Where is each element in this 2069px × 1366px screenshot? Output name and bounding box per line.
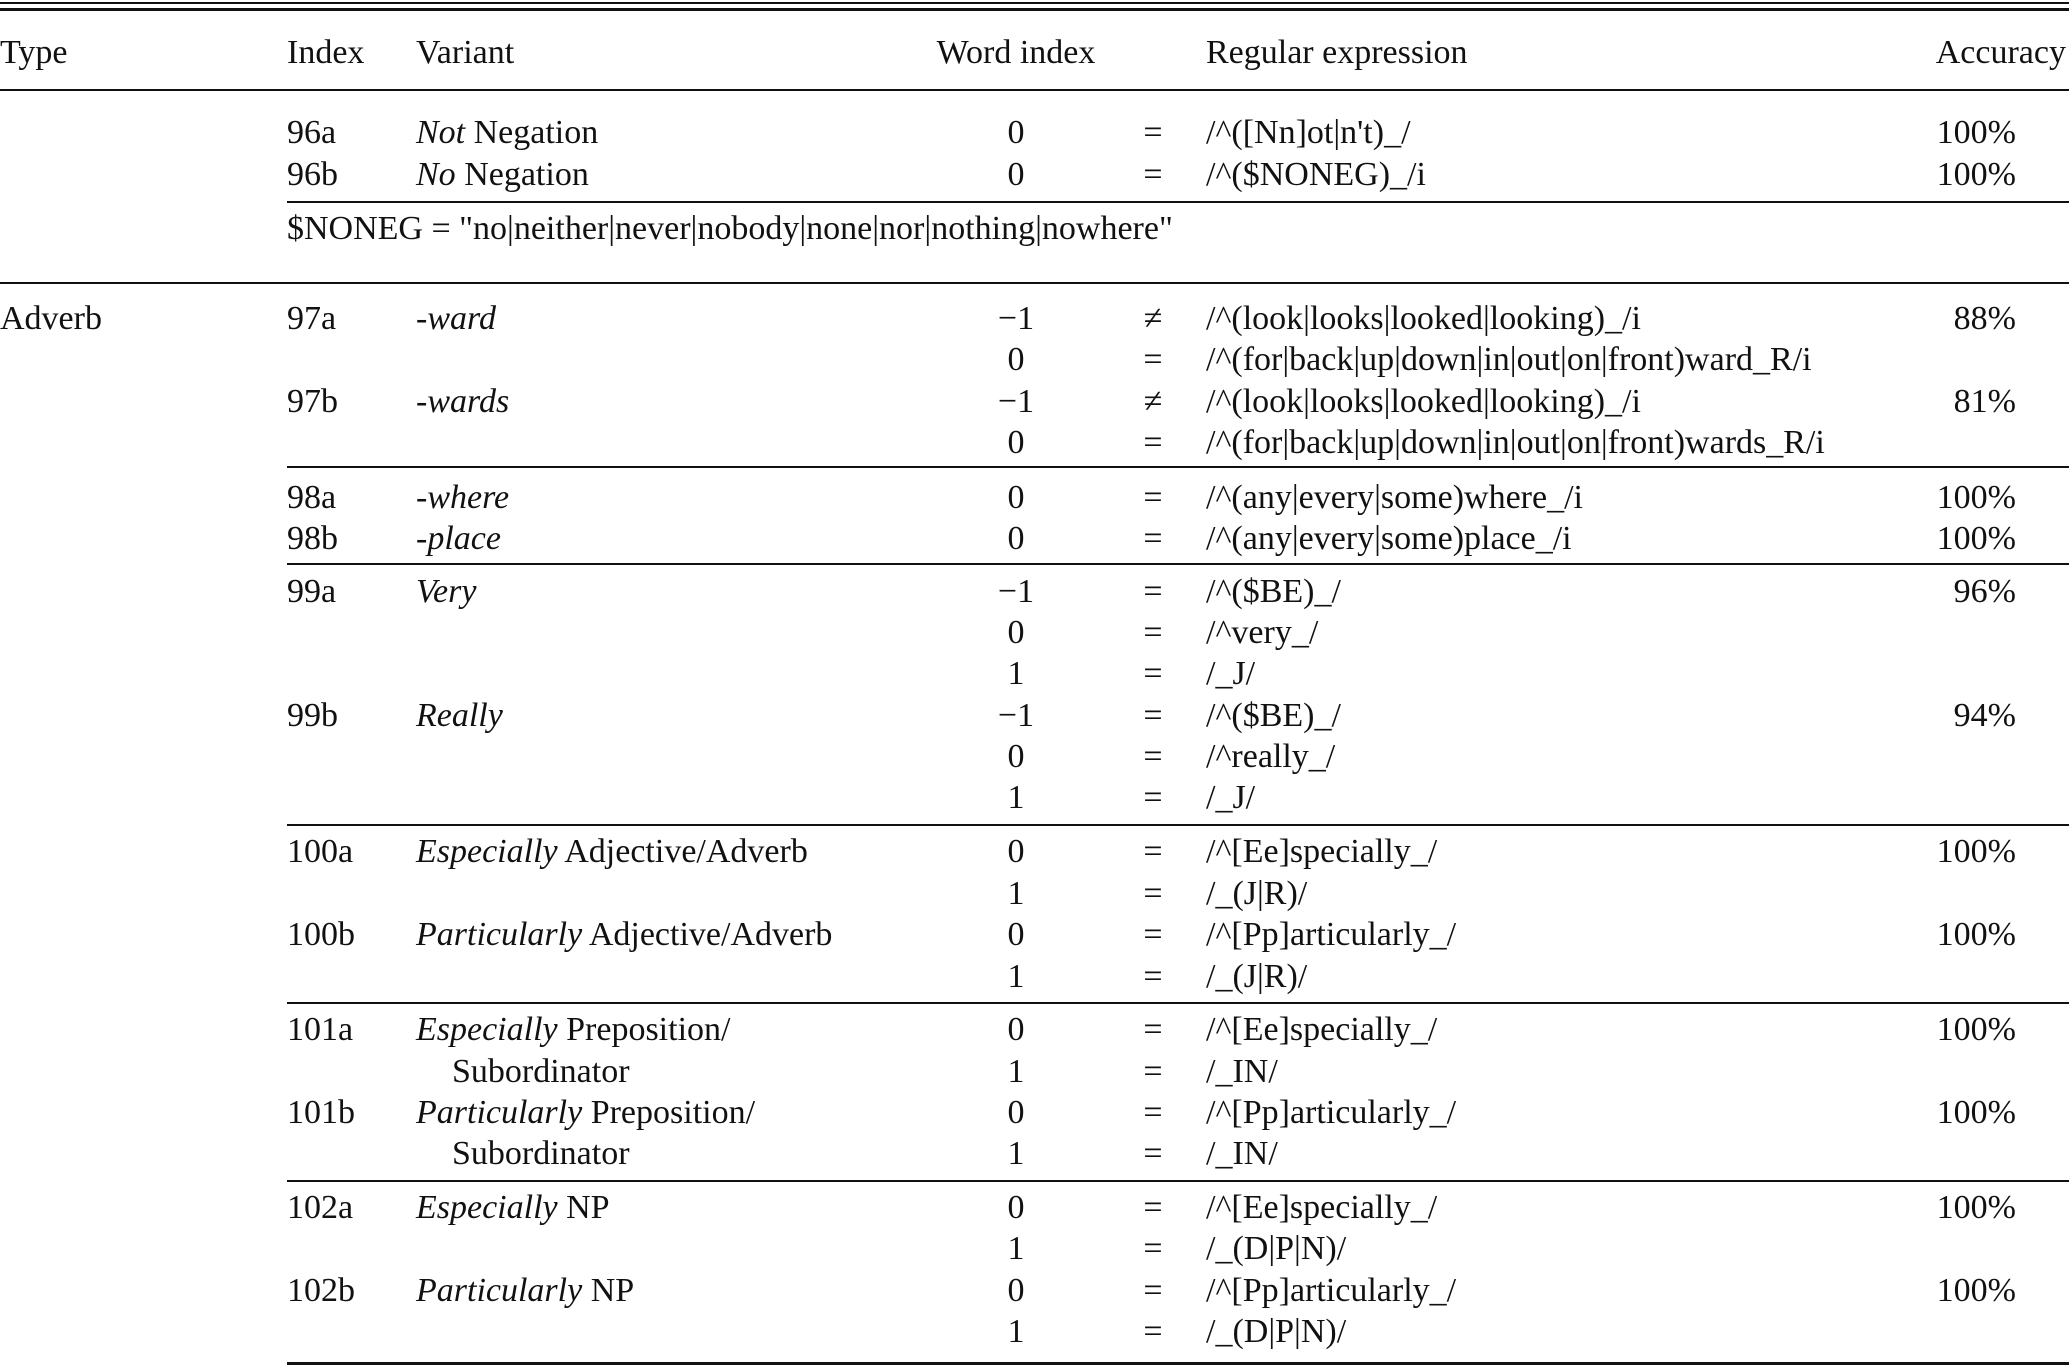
variant-italic: Especially bbox=[416, 1189, 558, 1226]
row-regex: /^(any|every|some)where_/i bbox=[1206, 479, 1583, 516]
row-index: 98a bbox=[287, 479, 337, 516]
variant-text: Subordinator bbox=[452, 1053, 630, 1090]
row-operator: = bbox=[1143, 573, 1163, 610]
row-regex: /^($BE)_/ bbox=[1206, 697, 1341, 734]
row-index: 102a bbox=[287, 1189, 354, 1226]
variant-cell bbox=[416, 155, 589, 195]
variant-italic: -ward bbox=[416, 300, 496, 337]
row-regex: /^very_/ bbox=[1206, 614, 1319, 651]
row-regex: /^[Ee]specially_/ bbox=[1206, 833, 1438, 870]
row-index: 101a bbox=[287, 1011, 354, 1048]
row-word-index: −1 bbox=[997, 697, 1035, 734]
row-accuracy: 100% bbox=[1936, 1094, 2016, 1131]
row-regex: /^(for|back|up|down|in|out|on|front)ward_R/i bbox=[1206, 341, 1812, 378]
row-regex: /^(any|every|some)place_/i bbox=[1206, 520, 1572, 557]
row-regex: /^[Pp]articularly_/ bbox=[1206, 1272, 1457, 1309]
header-word-index: Word index bbox=[936, 34, 1096, 71]
variant-italic: Not bbox=[416, 114, 466, 151]
row-operator: = bbox=[1143, 520, 1163, 557]
variant-text: Adjective/Adverb bbox=[582, 916, 833, 953]
group-type: Adverb bbox=[0, 300, 102, 337]
variant-italic: Especially bbox=[416, 833, 558, 870]
variant-cell bbox=[416, 478, 509, 518]
row-word-index: −1 bbox=[997, 573, 1035, 610]
row-word-index: 0 bbox=[1007, 1189, 1025, 1226]
row-word-index: 0 bbox=[1007, 916, 1025, 953]
row-regex: /_(J|R)/ bbox=[1206, 958, 1308, 995]
row-index: 100b bbox=[287, 916, 355, 953]
variant-text: NP bbox=[582, 1272, 635, 1309]
row-operator: = bbox=[1143, 156, 1163, 193]
row-word-index: 0 bbox=[1007, 156, 1025, 193]
header-accuracy: Accuracy bbox=[1935, 34, 2066, 71]
row-word-index: 1 bbox=[1007, 958, 1025, 995]
row-operator: = bbox=[1143, 875, 1163, 912]
variant-text: Preposition/ bbox=[557, 1011, 731, 1048]
row-operator: = bbox=[1143, 833, 1163, 870]
header-type: Type bbox=[0, 34, 68, 71]
row-index: 99b bbox=[287, 697, 338, 734]
row-operator: = bbox=[1143, 479, 1163, 516]
variant-cell bbox=[416, 1271, 634, 1311]
variant-text: Subordinator bbox=[452, 1135, 630, 1172]
variant-cell bbox=[416, 832, 808, 872]
variant-italic: -wards bbox=[416, 383, 510, 420]
variant-italic: -where bbox=[416, 479, 510, 516]
row-operator: = bbox=[1143, 1272, 1163, 1309]
row-rule bbox=[287, 824, 2069, 826]
row-regex: /^(look|looks|looked|looking)_/i bbox=[1206, 383, 1641, 420]
row-index: 98b bbox=[287, 520, 338, 557]
row-regex: /^[Ee]specially_/ bbox=[1206, 1011, 1438, 1048]
row-accuracy: 100% bbox=[1936, 1011, 2016, 1048]
row-operator: = bbox=[1143, 614, 1163, 651]
row-regex: /_(D|P|N)/ bbox=[1206, 1230, 1347, 1267]
row-operator: = bbox=[1143, 958, 1163, 995]
row-accuracy: 94% bbox=[1953, 697, 2016, 734]
row-word-index: 1 bbox=[1007, 655, 1025, 692]
variant-cell bbox=[416, 1093, 755, 1133]
row-operator: = bbox=[1143, 1313, 1163, 1350]
row-accuracy: 81% bbox=[1953, 383, 2016, 420]
variant-cell bbox=[416, 572, 476, 612]
row-accuracy: 100% bbox=[1936, 916, 2016, 953]
row-word-index: 0 bbox=[1007, 479, 1025, 516]
row-word-index: 1 bbox=[1007, 1135, 1025, 1172]
variant-cell bbox=[416, 519, 501, 559]
row-operator: = bbox=[1143, 779, 1163, 816]
row-regex: /^[Pp]articularly_/ bbox=[1206, 916, 1457, 953]
variant-text: NP bbox=[557, 1189, 610, 1226]
row-regex: /^[Ee]specially_/ bbox=[1206, 1189, 1438, 1226]
row-rule bbox=[0, 282, 2069, 284]
row-operator: = bbox=[1143, 1011, 1163, 1048]
row-index: 100a bbox=[287, 833, 354, 870]
row-word-index: 0 bbox=[1007, 614, 1025, 651]
variant-italic: Really bbox=[416, 697, 503, 734]
top-rule-thin bbox=[0, 2, 2069, 4]
row-accuracy: 100% bbox=[1936, 1272, 2016, 1309]
row-index: 101b bbox=[287, 1094, 355, 1131]
top-rule-thick bbox=[0, 8, 2069, 11]
header-regex: Regular expression bbox=[1206, 34, 1468, 71]
row-operator: ≠ bbox=[1143, 300, 1163, 337]
row-regex: /^[Pp]articularly_/ bbox=[1206, 1094, 1457, 1131]
row-word-index: 0 bbox=[1007, 738, 1025, 775]
row-regex: /_J/ bbox=[1206, 655, 1256, 692]
row-word-index: −1 bbox=[997, 300, 1035, 337]
row-regex: /_(D|P|N)/ bbox=[1206, 1313, 1347, 1350]
variant-text: Negation bbox=[465, 114, 599, 151]
row-operator: = bbox=[1143, 1094, 1163, 1131]
variant-cell bbox=[452, 1134, 630, 1174]
row-rule bbox=[287, 1180, 2069, 1182]
row-index: 96b bbox=[287, 156, 338, 193]
row-word-index: 1 bbox=[1007, 875, 1025, 912]
row-regex: /^([Nn]ot|n't)_/ bbox=[1206, 114, 1411, 151]
row-word-index: 0 bbox=[1007, 1094, 1025, 1131]
row-operator: = bbox=[1143, 114, 1163, 151]
row-operator: = bbox=[1143, 1053, 1163, 1090]
row-rule bbox=[287, 466, 2069, 468]
header-rule bbox=[0, 89, 2069, 91]
row-regex: /^(look|looks|looked|looking)_/i bbox=[1206, 300, 1641, 337]
row-regex: /_J/ bbox=[1206, 779, 1256, 816]
row-word-index: 0 bbox=[1007, 1011, 1025, 1048]
row-rule bbox=[287, 1002, 2069, 1004]
row-index: 97a bbox=[287, 300, 337, 337]
row-operator: = bbox=[1143, 738, 1163, 775]
row-operator: = bbox=[1143, 916, 1163, 953]
row-accuracy: 100% bbox=[1936, 520, 2016, 557]
row-operator: = bbox=[1143, 341, 1163, 378]
row-accuracy: 88% bbox=[1953, 300, 2016, 337]
header-variant: Variant bbox=[416, 34, 515, 71]
variant-text: Preposition/ bbox=[582, 1094, 756, 1131]
variant-cell bbox=[416, 1010, 730, 1050]
row-operator: = bbox=[1143, 1230, 1163, 1267]
row-regex: /_IN/ bbox=[1206, 1053, 1278, 1090]
row-operator: ≠ bbox=[1143, 383, 1163, 420]
row-word-index: 0 bbox=[1007, 1272, 1025, 1309]
row-word-index: 1 bbox=[1007, 1230, 1025, 1267]
variant-italic: -place bbox=[416, 520, 501, 557]
variant-cell bbox=[416, 113, 598, 153]
variant-italic: Particularly bbox=[416, 916, 583, 953]
row-word-index: 0 bbox=[1007, 114, 1025, 151]
variant-cell bbox=[416, 1188, 610, 1228]
row-accuracy: 100% bbox=[1936, 114, 2016, 151]
variant-text: Adjective/Adverb bbox=[557, 833, 808, 870]
variant-cell bbox=[416, 382, 509, 422]
row-index: 99a bbox=[287, 573, 337, 610]
group-note: $NONEG = "no|neither|never|nobody|none|nor|nothing|nowhere" bbox=[287, 210, 1173, 247]
row-word-index: 0 bbox=[1007, 833, 1025, 870]
row-operator: = bbox=[1143, 424, 1163, 461]
row-index: 96a bbox=[287, 114, 337, 151]
header-index: Index bbox=[287, 34, 365, 71]
variant-italic: No bbox=[416, 156, 456, 193]
row-operator: = bbox=[1143, 655, 1163, 692]
variant-text: Negation bbox=[455, 156, 589, 193]
variant-italic: Particularly bbox=[416, 1094, 583, 1131]
row-accuracy: 100% bbox=[1936, 1189, 2016, 1226]
row-word-index: 1 bbox=[1007, 779, 1025, 816]
row-regex: /^($BE)_/ bbox=[1206, 573, 1341, 610]
row-accuracy: 96% bbox=[1953, 573, 2016, 610]
row-word-index: 0 bbox=[1007, 341, 1025, 378]
row-operator: = bbox=[1143, 1189, 1163, 1226]
variant-italic: Especially bbox=[416, 1011, 558, 1048]
row-index: 102b bbox=[287, 1272, 355, 1309]
row-accuracy: 100% bbox=[1936, 479, 2016, 516]
variant-cell bbox=[416, 915, 832, 955]
variant-italic: Particularly bbox=[416, 1272, 583, 1309]
row-accuracy: 100% bbox=[1936, 833, 2016, 870]
row-rule bbox=[287, 1362, 2069, 1365]
row-word-index: 1 bbox=[1007, 1313, 1025, 1350]
row-word-index: 0 bbox=[1007, 520, 1025, 557]
row-regex: /_(J|R)/ bbox=[1206, 875, 1308, 912]
row-rule bbox=[287, 201, 2069, 203]
row-regex: /^really_/ bbox=[1206, 738, 1336, 775]
variant-italic: Very bbox=[416, 573, 477, 610]
row-operator: = bbox=[1143, 1135, 1163, 1172]
variant-cell bbox=[452, 1052, 630, 1092]
row-rule bbox=[287, 563, 2069, 565]
row-operator: = bbox=[1143, 697, 1163, 734]
row-regex: /^(for|back|up|down|in|out|on|front)wards_R/i bbox=[1206, 424, 1825, 461]
row-regex: /_IN/ bbox=[1206, 1135, 1278, 1172]
row-accuracy: 100% bbox=[1936, 156, 2016, 193]
variant-cell bbox=[416, 696, 503, 736]
variant-cell bbox=[416, 299, 496, 339]
row-index: 97b bbox=[287, 383, 338, 420]
row-regex: /^($NONEG)_/i bbox=[1206, 156, 1426, 193]
row-word-index: 1 bbox=[1007, 1053, 1025, 1090]
row-word-index: −1 bbox=[997, 383, 1035, 420]
row-word-index: 0 bbox=[1007, 424, 1025, 461]
